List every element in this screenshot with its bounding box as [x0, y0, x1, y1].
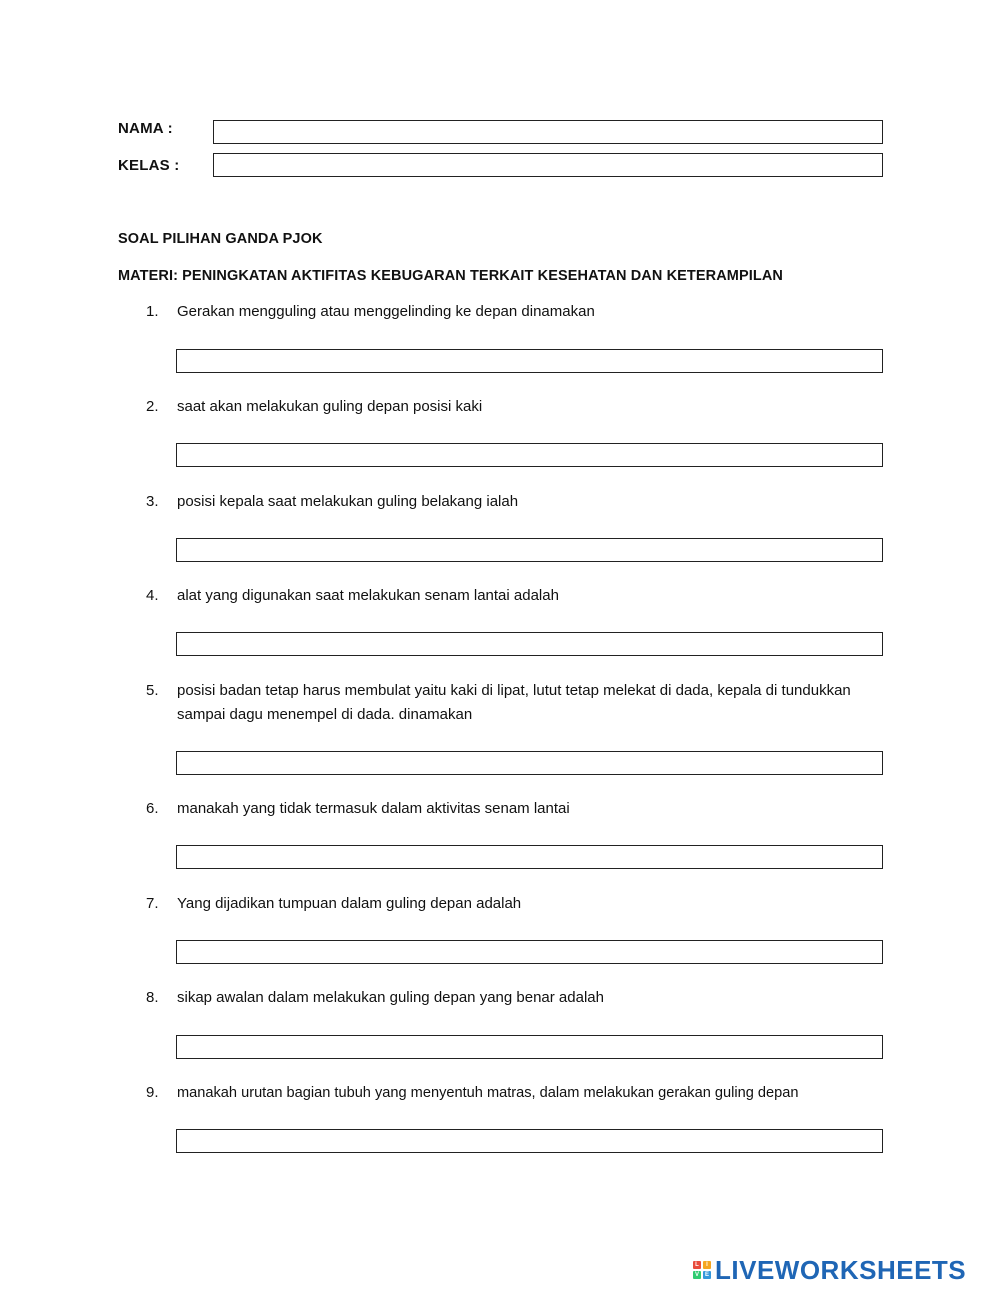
answer-input-5[interactable] — [176, 751, 883, 775]
question-1 — [146, 300, 886, 324]
question-number: 1. — [146, 303, 159, 320]
question-3 — [146, 490, 886, 514]
question-text: alat yang digunakan saat melakukan senam lantai adalah — [177, 587, 559, 604]
question-text: Gerakan mengguling atau menggelinding ke depan dinamakan — [177, 303, 595, 320]
liveworksheets-logo — [693, 1255, 966, 1285]
question-number: 8. — [146, 989, 159, 1006]
answer-input-7[interactable] — [176, 940, 883, 964]
question-number: 7. — [146, 895, 159, 912]
class-label: KELAS : — [118, 157, 180, 174]
question-number: 3. — [146, 493, 159, 510]
question-4 — [146, 584, 886, 608]
question-text: Yang dijadikan tumpuan dalam guling depan adalah — [177, 895, 522, 912]
logo-text: LIVEWORKSHEETS — [715, 1254, 967, 1285]
worksheet-title: SOAL PILIHAN GANDA PJOK — [118, 231, 323, 247]
answer-input-1[interactable] — [176, 349, 883, 373]
question-text: posisi kepala saat melakukan guling belakang ialah — [177, 493, 519, 510]
question-number: 6. — [146, 800, 159, 817]
question-6 — [146, 797, 886, 821]
question-number: 4. — [146, 587, 159, 604]
question-text: saat akan melakukan guling depan posisi kaki — [177, 398, 483, 415]
question-number: 9. — [146, 1084, 159, 1101]
logo-mark-cell: I — [703, 1261, 711, 1269]
question-text: manakah yang tidak termasuk dalam aktivitas senam lantai — [177, 800, 570, 817]
logo-mark-icon — [693, 1261, 711, 1279]
answer-input-3[interactable] — [176, 538, 883, 562]
logo-mark-cell: E — [704, 1272, 709, 1278]
question-2 — [146, 395, 886, 419]
question-5 — [146, 679, 886, 727]
class-input[interactable] — [213, 153, 883, 177]
name-label: NAMA : — [118, 120, 173, 137]
question-text: posisi badan tetap harus membulat yaitu kaki di lipat, lutut tetap melekat di dada, kepala di tundukkan sampai dagu menempel di dada. dinamakan — [177, 682, 851, 723]
question-8 — [146, 986, 886, 1010]
name-input[interactable] — [213, 120, 883, 144]
question-text: sikap awalan dalam melakukan guling depan yang benar adalah — [177, 989, 604, 1006]
question-7 — [146, 892, 886, 916]
answer-input-2[interactable] — [176, 443, 883, 467]
worksheet-subject: MATERI: PENINGKATAN AKTIFITAS KEBUGARAN TERKAIT KESEHATAN DAN KETERAMPILAN — [118, 268, 783, 284]
question-text: manakah urutan bagian tubuh yang menyentuh matras, dalam melakukan gerakan guling depan — [177, 1085, 799, 1101]
answer-input-6[interactable] — [176, 845, 883, 869]
answer-input-9[interactable] — [176, 1129, 883, 1153]
logo-mark-cell: L — [693, 1261, 701, 1269]
logo-mark-cell: V — [694, 1272, 699, 1278]
question-number: 5. — [146, 682, 159, 699]
question-9 — [146, 1081, 886, 1105]
question-number: 2. — [146, 398, 159, 415]
answer-input-4[interactable] — [176, 632, 883, 656]
answer-input-8[interactable] — [176, 1035, 883, 1059]
